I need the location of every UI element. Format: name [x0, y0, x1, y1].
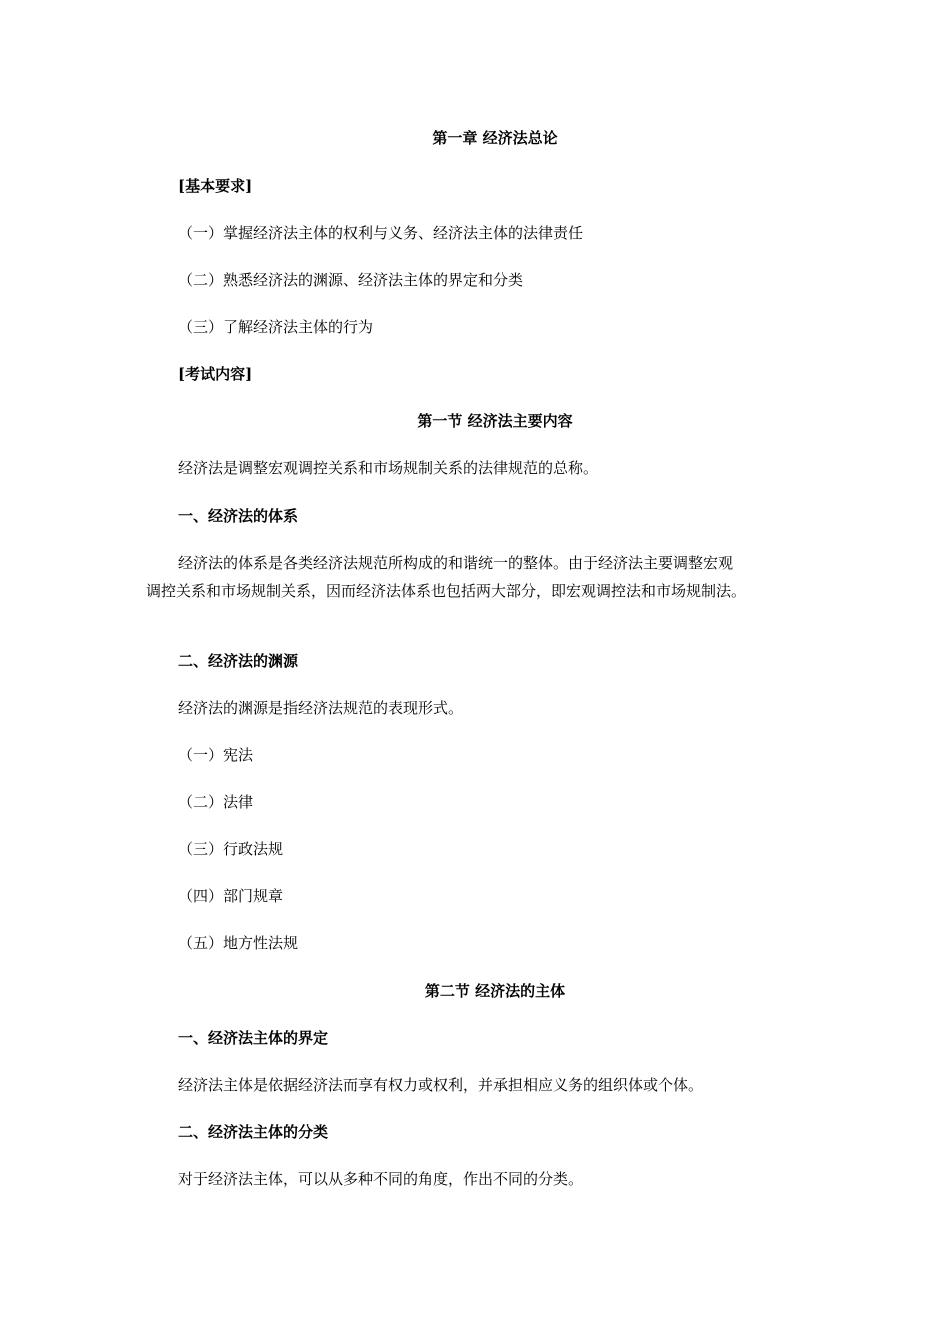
requirement-item: （一）掌握经济法主体的权利与义务、经济法主体的法律责任	[178, 224, 584, 242]
source-item: （四）部门规章	[178, 887, 284, 905]
section1-part2-intro: 经济法的渊源是指经济法规范的表现形式。	[178, 699, 464, 717]
section1-part1-paragraph	[146, 549, 826, 605]
section1-part1-heading: 一、经济法的体系	[178, 507, 299, 525]
exam-content-heading: [考试内容]	[178, 365, 253, 383]
section2-part2-heading: 二、经济法主体的分类	[178, 1123, 329, 1141]
source-item: （五）地方性法规	[178, 934, 299, 952]
section2-part1-text: 经济法主体是依据经济法而享有权力或权利，并承担相应义务的组织体或个体。	[178, 1076, 704, 1094]
section2-part1-heading: 一、经济法主体的界定	[178, 1029, 329, 1047]
chapter-title: 第一章 经济法总论	[432, 129, 558, 147]
source-item: （三）行政法规	[178, 840, 284, 858]
source-item: （二）法律	[178, 793, 254, 811]
requirements-heading: [基本要求]	[178, 177, 253, 195]
section2-title: 第二节 经济法的主体	[424, 982, 566, 1000]
source-item: （一）宪法	[178, 746, 254, 764]
section1-part2-heading: 二、经济法的渊源	[178, 652, 299, 670]
section2-part2-text: 对于经济法主体，可以从多种不同的角度，作出不同的分类。	[178, 1170, 584, 1188]
requirement-item: （二）熟悉经济法的渊源、经济法主体的界定和分类	[178, 271, 524, 289]
requirement-item: （三）了解经济法主体的行为	[178, 318, 374, 336]
section1-intro: 经济法是调整宏观调控关系和市场规制关系的法律规范的总称。	[178, 459, 599, 477]
paragraph-line: 经济法的体系是各类经济法规范所构成的和谐统一的整体。由于经济法主要调整宏观	[178, 554, 734, 572]
section1-title: 第一节 经济法主要内容	[417, 412, 573, 430]
paragraph-line: 调控关系和市场规制关系，因而经济法体系也包括两大部分，即宏观调控法和市场规制法。	[146, 582, 747, 600]
